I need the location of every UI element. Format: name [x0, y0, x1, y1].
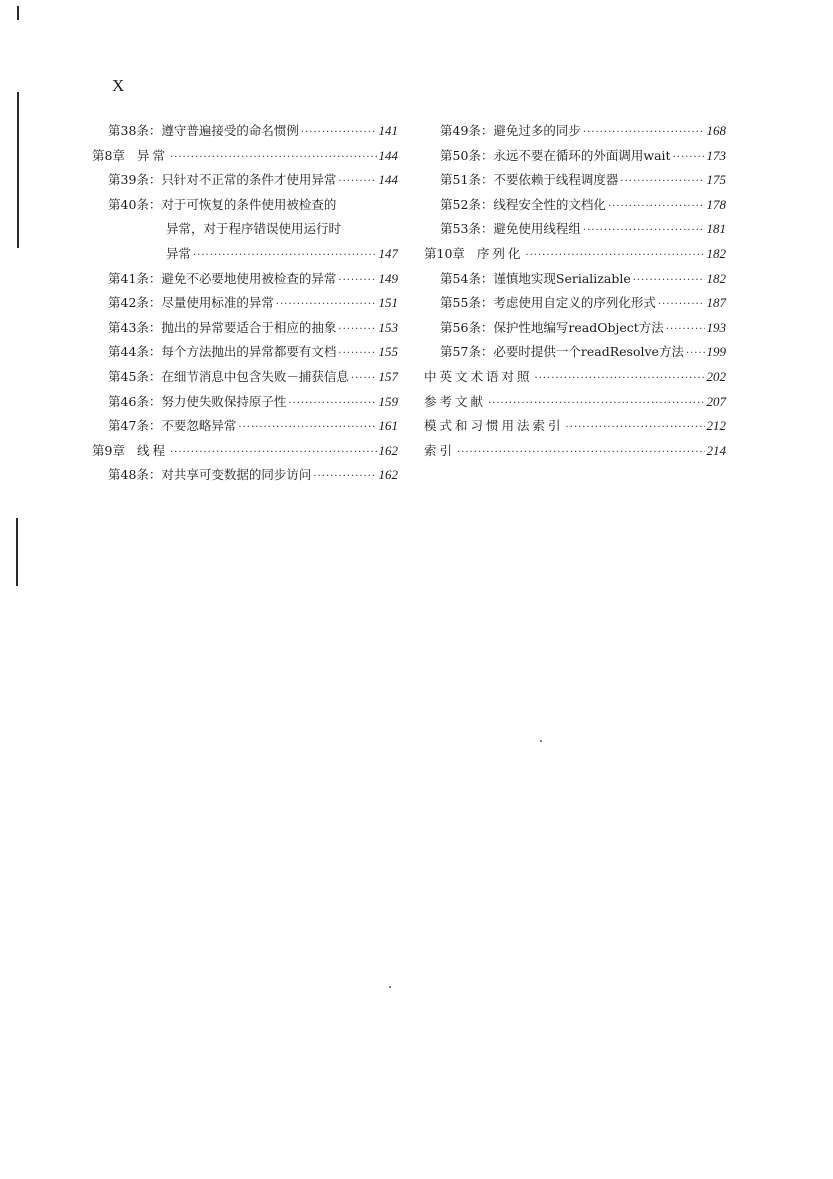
toc-entry-title: 序列化 [476, 245, 524, 261]
toc-entry-title: 只针对不正常的条件才使用异常 [161, 172, 337, 188]
toc-entry-number: 第46条： [108, 393, 162, 409]
toc-entry-number: 第39条： [108, 172, 162, 188]
toc-leader-dots [313, 465, 376, 490]
toc-entry-number: 第51条： [440, 172, 494, 188]
toc-entry-title: 不要依赖于线程调度器 [493, 172, 619, 188]
toc-leader-dots [238, 416, 376, 441]
toc-entry-title: 每个方法抛出的异常都要有文档 [161, 344, 337, 360]
toc-leader-dots [276, 293, 377, 318]
toc-entry-number: 第55条： [440, 295, 494, 311]
toc-entry [92, 316, 398, 341]
toc-entry-number: 第54条： [440, 270, 494, 286]
toc-entry-page: 187 [706, 295, 726, 311]
toc-entry [424, 193, 726, 218]
toc-entry-number: 第8章 [92, 147, 125, 163]
toc-leader-dots [301, 121, 377, 146]
toc-entry-page: 193 [706, 319, 726, 335]
toc-leader-dots [583, 121, 705, 146]
toc-entry-page: 161 [378, 418, 398, 434]
toc-entry-number: 第50条： [440, 147, 494, 163]
toc-entry-title: 不要忽略异常 [161, 418, 237, 434]
toc-entry-title: 异常，对于程序错误使用运行时 [166, 221, 342, 237]
toc-chapter-entry [92, 439, 398, 464]
toc-entry-title: 保护性地编写readObject方法 [493, 319, 664, 335]
toc-entry-number: 第41条： [108, 270, 162, 286]
toc-entry-page: 182 [706, 270, 726, 286]
toc-entry-page: 157 [378, 368, 398, 384]
toc-chapter-entry [424, 242, 726, 267]
toc-entry [424, 340, 726, 365]
toc-entry-page: 168 [706, 123, 726, 138]
toc-entry-page: 144 [378, 172, 398, 188]
toc-entry-page: 162 [378, 467, 398, 483]
toc-entry-title: 索引 [424, 442, 456, 458]
toc-entry-title: 尽量使用标准的异常 [161, 295, 274, 311]
scan-speck [389, 986, 391, 988]
toc-entry [92, 242, 398, 267]
toc-leader-dots [633, 269, 705, 294]
toc-entry-title: 中英文术语对照 [424, 368, 533, 384]
toc-leader-dots [338, 342, 376, 367]
toc-entry-title: 抛出的异常要适合于相应的抽象 [161, 319, 337, 335]
toc-entry-number: 第40条： [108, 196, 162, 212]
toc-entry [92, 119, 398, 144]
toc-entry-page: 181 [706, 221, 726, 237]
toc-entry-title: 异常 [166, 245, 192, 261]
toc-chapter-entry [424, 439, 726, 464]
toc-entry [92, 168, 398, 193]
toc-entry-number: 第43条： [108, 319, 162, 335]
toc-entry-title: 线程 [136, 442, 168, 458]
toc-entry-page: 199 [706, 344, 726, 360]
toc-entry [92, 193, 398, 218]
toc-leader-dots [338, 318, 376, 343]
toc-entry-title: 避免过多的同步 [493, 123, 581, 138]
toc-leader-dots [170, 441, 377, 466]
toc-entry-number: 第49条： [440, 123, 494, 138]
toc-entry-number: 第53条： [440, 221, 494, 237]
toc-entry-title: 线程安全性的文档化 [493, 196, 606, 212]
toc-entry [424, 267, 726, 292]
toc-entry-title: 对共享可变数据的同步访问 [161, 467, 312, 483]
toc-leader-dots [288, 392, 376, 417]
toc-entry [92, 365, 398, 390]
toc-entry-title: 努力使失败保持原子性 [161, 393, 287, 409]
toc-entry-page: 155 [378, 344, 398, 360]
toc-entry [424, 291, 726, 316]
toc-leader-dots [658, 293, 705, 318]
toc-entry-number: 第56条： [440, 319, 494, 335]
toc-entry [92, 291, 398, 316]
toc-entry [424, 168, 726, 193]
toc-entry [92, 463, 398, 488]
toc-entry-page: 153 [378, 319, 398, 335]
toc-right-column [424, 119, 726, 463]
toc-chapter-entry [92, 144, 398, 169]
toc-leader-dots [193, 244, 376, 269]
toc-entry [92, 217, 398, 242]
toc-entry-title: 永远不要在循环的外面调用wait [493, 147, 671, 163]
toc-entry [424, 144, 726, 169]
toc-entry-title: 谨慎地实现Serializable [493, 270, 631, 286]
toc-entry-page: 151 [378, 295, 398, 311]
toc-entry-page: 173 [706, 147, 726, 163]
toc-chapter-entry [424, 414, 726, 439]
toc-entry-number: 第47条： [108, 418, 162, 434]
toc-leader-dots [338, 170, 376, 195]
toc-entry-page: 175 [706, 172, 726, 188]
toc-chapter-entry [424, 390, 726, 415]
toc-entry-page: 212 [706, 418, 726, 434]
toc-entry [424, 217, 726, 242]
toc-entry-number: 第52条： [440, 196, 494, 212]
toc-leader-dots [566, 416, 705, 441]
toc-leader-dots [535, 367, 705, 392]
toc-entry-number: 第10章 [424, 245, 465, 261]
toc-leader-dots [525, 244, 704, 269]
scan-mark-lower [16, 518, 18, 586]
toc-entry-number: 第48条： [108, 467, 162, 483]
toc-leader-dots [666, 318, 705, 343]
toc-leader-dots [170, 146, 377, 171]
toc-leader-dots [686, 342, 705, 367]
toc-chapter-entry [424, 365, 726, 390]
toc-entry-page: 214 [706, 442, 726, 458]
toc-entry-number: 第9章 [92, 442, 125, 458]
toc-entry-title: 对于可恢复的条件使用被检查的 [161, 196, 337, 212]
toc-entry-page: 162 [378, 442, 398, 458]
toc-entry-title: 考虑使用自定义的序列化形式 [493, 295, 656, 311]
toc-entry-title: 在细节消息中包含失败－捕获信息 [161, 368, 349, 384]
toc-entry-page: 149 [378, 270, 398, 286]
toc-entry-number: 第44条： [108, 344, 162, 360]
toc-entry-page: 178 [706, 196, 726, 212]
toc-entry-page: 144 [378, 147, 398, 163]
toc-entry-title: 避免使用线程组 [493, 221, 581, 237]
toc-entry-title: 避免不必要地使用被检查的异常 [161, 270, 337, 286]
toc-entry-number: 第45条： [108, 368, 162, 384]
toc-entry-title: 参考文献 [424, 393, 487, 409]
toc-entry [92, 340, 398, 365]
page-number: X [112, 76, 125, 95]
toc-entry [92, 267, 398, 292]
toc-leader-dots [620, 170, 704, 195]
toc-left-column [92, 119, 398, 488]
toc-entry-title: 必要时提供一个readResolve方法 [493, 344, 684, 360]
toc-entry-page: 159 [378, 393, 398, 409]
toc-entry-title: 遵守普遍接受的命名惯例 [161, 123, 299, 138]
scan-mark-middle [17, 92, 19, 248]
toc-leader-dots [457, 441, 704, 466]
toc-entry-page: 182 [706, 245, 726, 261]
toc-leader-dots [338, 269, 376, 294]
toc-entry [92, 390, 398, 415]
toc-entry-page: 147 [378, 245, 398, 261]
toc-entry-title: 模式和习惯用法索引 [424, 418, 564, 434]
toc-entry-page: 202 [706, 368, 726, 384]
toc-entry-number: 第42条： [108, 295, 162, 311]
toc-entry-number: 第38条： [108, 123, 162, 138]
toc-leader-dots [608, 195, 705, 220]
scan-speck [540, 740, 542, 742]
toc-entry [424, 119, 726, 144]
toc-entry [92, 414, 398, 439]
toc-leader-dots [583, 219, 705, 244]
toc-leader-dots [488, 392, 704, 417]
toc-leader-dots [673, 146, 705, 171]
toc-entry-title: 异常 [136, 147, 168, 163]
toc-entry-number: 第57条： [440, 344, 494, 360]
toc-entry-page: 207 [706, 393, 726, 409]
toc-leader-dots [351, 367, 377, 392]
toc-entry-page: 141 [378, 123, 398, 138]
toc-entry [424, 316, 726, 341]
scan-mark-top [17, 6, 19, 20]
